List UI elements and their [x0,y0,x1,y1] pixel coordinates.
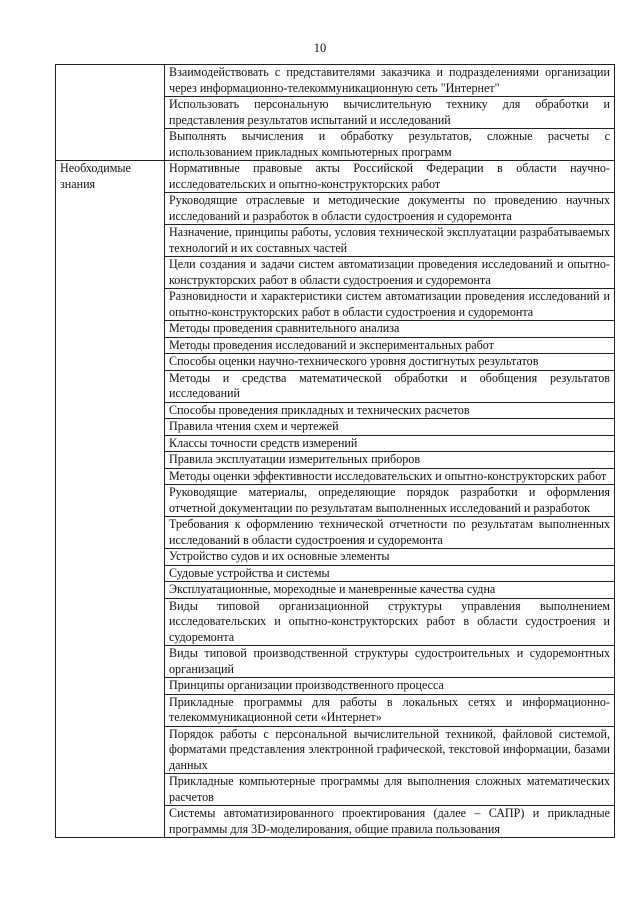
requirement-cell: Способы оценки научно-технического уровня достигнутых результатов [165,354,615,371]
requirement-cell: Классы точности средств измерений [165,435,615,452]
requirement-cell: Устройство судов и их основные элементы [165,549,615,566]
requirement-cell: Системы автоматизированного проектирования (далее – САПР) и прикладные программы для 3D-моделирования, общие правила пользования [165,806,615,838]
section-label [56,65,165,161]
requirement-cell: Использовать персональную вычислительную технику для обработки и представления результатов испытаний и исследований [165,97,615,129]
requirement-cell: Нормативные правовые акты Российской Федерации в области научно-исследовательских и опытно-конструкторских работ [165,161,615,193]
requirement-cell: Прикладные компьютерные программы для выполнения сложных математических расчетов [165,774,615,806]
section-label: Необходимые знания [56,161,165,838]
requirement-cell: Методы проведения сравнительного анализа [165,321,615,338]
requirement-cell: Эксплуатационные, мореходные и маневренные качества судна [165,582,615,599]
requirement-cell: Руководящие материалы, определяющие порядок разработки и оформления отчетной документации по результатам выполненных исследований и разработок [165,485,615,517]
requirement-cell: Методы и средства математической обработки и обобщения результатов исследований [165,370,615,402]
requirement-cell: Правила чтения схем и чертежей [165,419,615,436]
requirement-cell: Виды типовой производственной структуры судостроительных и судоремонтных организаций [165,646,615,678]
competency-table [55,64,615,838]
requirement-cell: Методы оценки эффективности исследовательских и опытно-конструкторских работ [165,468,615,485]
requirement-cell: Виды типовой организационной структуры управления выполнением исследовательских и опытно-конструкторских работ в области судостроения и судоремонта [165,598,615,646]
requirement-cell: Требования к оформлению технической отчетности по результатам выполненных исследований в области судостроения и судоремонта [165,517,615,549]
competency-table-body [56,65,615,838]
requirement-cell: Прикладные программы для работы в локальных сетях и информационно-телекоммуникационной сети «Интернет» [165,694,615,726]
table-row [56,65,615,97]
requirement-cell: Порядок работы с персональной вычислительной техникой, файловой системой, форматами представления электронной графической, текстовой информации, базами данных [165,726,615,774]
requirement-cell: Назначение, принципы работы, условия технической эксплуатации разрабатываемых технологий и их составных частей [165,225,615,257]
requirement-cell: Судовые устройства и системы [165,565,615,582]
table-row [56,161,615,193]
requirement-cell: Принципы организации производственного процесса [165,678,615,695]
requirement-cell: Взаимодействовать с представителями заказчика и подразделениями организации через информационно-телекоммуникационную сеть "Интернет" [165,65,615,97]
requirement-cell: Цели создания и задачи систем автоматизации проведения исследований и опытно-конструкторских работ в области судостроения и судоремонта [165,257,615,289]
requirement-cell: Разновидности и характеристики систем автоматизации проведения исследований и опытно-конструкторских работ в области судостроения и судоремонта [165,289,615,321]
requirement-cell: Правила эксплуатации измерительных приборов [165,452,615,469]
page-number: 10 [313,41,327,55]
requirement-cell: Методы проведения исследований и экспериментальных работ [165,337,615,354]
requirement-cell: Выполнять вычисления и обработку результатов, сложные расчеты с использованием прикладных компьютерных программ [165,129,615,161]
requirement-cell: Способы проведения прикладных и технических расчетов [165,402,615,419]
requirement-cell: Руководящие отраслевые и методические документы по проведению научных исследований и разработок в области судостроения и судоремонта [165,193,615,225]
